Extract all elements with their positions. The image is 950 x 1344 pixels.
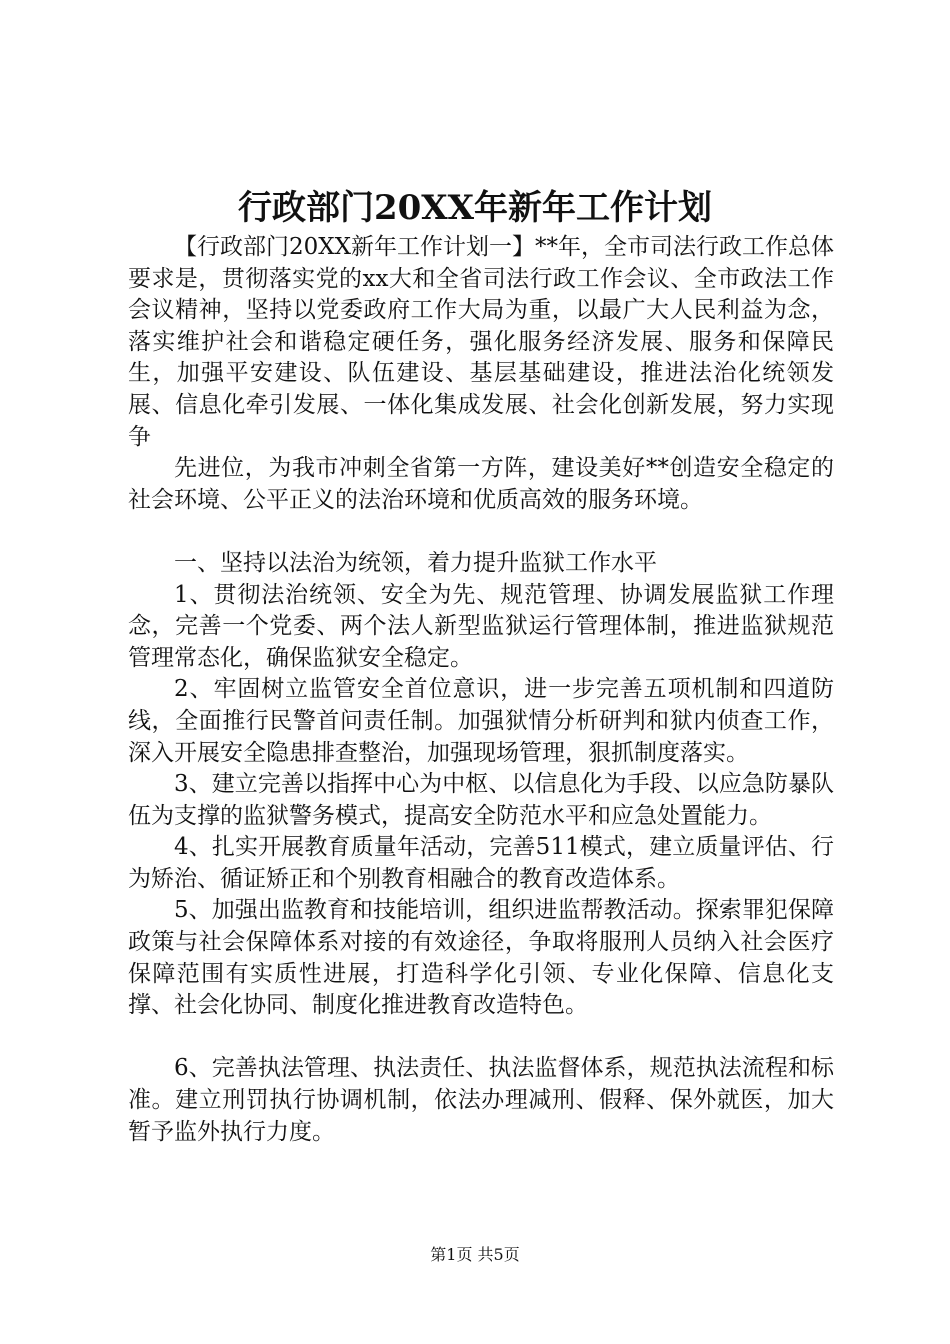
document-title: 行政部门20XX年新年工作计划 <box>237 188 713 228</box>
paragraph-item-4: 4、扎实开展教育质量年活动，完善511模式，建立质量评估、行为矫治、循证矫正和个别教育相融合的教育改造体系。 <box>128 834 834 892</box>
paragraph-item-1: 1、贯彻法治统领、安全为先、规范管理、协调发展监狱工作理念，完善一个党委、两个法人新型监狱运行管理体制，推进监狱规范管理常态化，确保监狱安全稳定。 <box>128 581 834 671</box>
paragraph-item-2: 2、牢固树立监管安全首位意识，进一步完善五项机制和四道防线，全面推行民警首问责任制。加强狱情分析研判和狱内侦查工作，深入开展安全隐患排查整治，加强现场管理，狠抓制度落实。 <box>128 676 834 766</box>
paragraph-item-5: 5、加强出监教育和技能培训，组织进监帮教活动。探索罪犯保障政策与社会保障体系对接的有效途径，争取将服刑人员纳入社会医疗保障范围有实质性进展，打造科学化引领、专业化保障、信息化支撑、社会化协同、制度化推进教育改造特色。 <box>128 897 834 1019</box>
document-body <box>128 232 834 1148</box>
paragraph-intro-continued: 先进位，为我市冲刺全省第一方阵，建设美好**创造安全稳定的社会环境、公平正义的法治环境和优质高效的服务环境。 <box>128 455 834 513</box>
paragraph-item-3: 3、建立完善以指挥中心为中枢、以信息化为手段、以应急防暴队伍为支撑的监狱警务模式，提高安全防范水平和应急处置能力。 <box>128 771 834 829</box>
section-heading: 一、坚持以法治为统领，着力提升监狱工作水平 <box>174 549 657 576</box>
paragraph-item-6: 6、完善执法管理、执法责任、执法监督体系，规范执法流程和标准。建立刑罚执行协调机制，依法办理减刑、假释、保外就医，加大暂予监外执行力度。 <box>128 1055 834 1145</box>
page-number: 第1页 共5页 <box>430 1245 520 1264</box>
paragraph-intro: 【行政部门20XX新年工作计划一】**年，全市司法行政工作总体要求是，贯彻落实党的xx大和全省司法行政工作会议、全市政法工作会议精神，坚持以党委政府工作大局为重，以最广大人民利益为念，落实维护社会和谐稳定硬任务，强化服务经济发展、服务和保障民生，加强平安建设、队伍建设、基层基础建设，推进法治化统领发展、信息化牵引发展、一体化集成发展、社会化创新发展，努力实现争 <box>128 234 835 450</box>
